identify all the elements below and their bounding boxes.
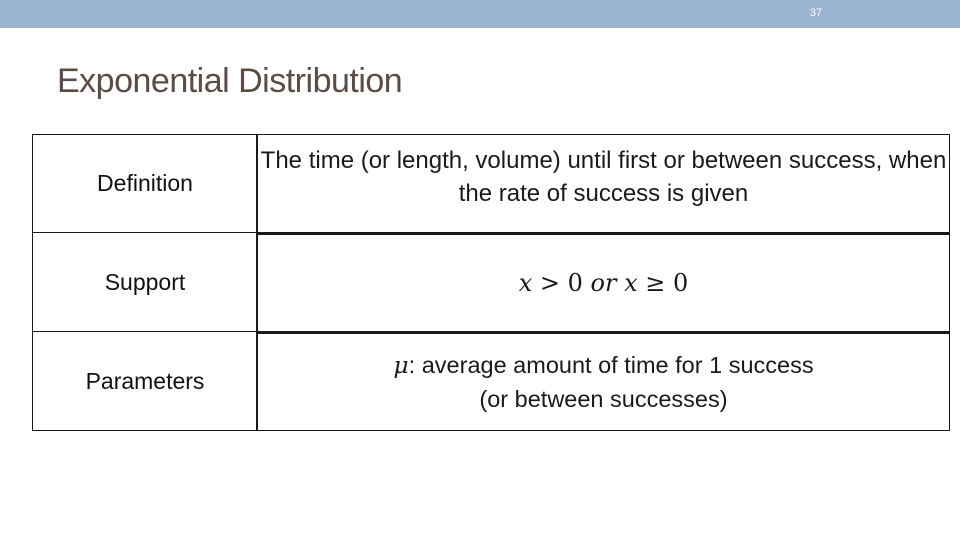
row-content-support bbox=[256, 233, 950, 332]
parameters-text bbox=[393, 348, 813, 416]
parameters-description: : average amount of time for 1 success bbox=[408, 352, 814, 378]
support-formula bbox=[519, 269, 689, 297]
parameters-line-2: (or between successes) bbox=[479, 386, 728, 412]
table-row-parameters bbox=[32, 332, 950, 431]
page-number: 37 bbox=[809, 7, 823, 19]
support-op-1: > 0 bbox=[532, 269, 591, 297]
slide-title: Exponential Distribution bbox=[57, 62, 403, 100]
parameters-line-1 bbox=[393, 348, 813, 382]
definition-text: The time (or length, volume) until first or between success, when the rate of success is given bbox=[260, 146, 947, 207]
support-word-or: or bbox=[590, 269, 617, 297]
row-label-support: Support bbox=[32, 233, 257, 332]
row-label-definition: Definition bbox=[32, 134, 257, 233]
table-row-support bbox=[32, 233, 950, 332]
row-content-parameters bbox=[256, 332, 950, 431]
row-content-definition bbox=[256, 134, 950, 233]
row-label-parameters: Parameters bbox=[32, 332, 257, 431]
definition-table bbox=[32, 134, 950, 432]
support-var-2: x bbox=[616, 269, 638, 297]
support-op-2: ≥ 0 bbox=[637, 269, 689, 297]
table-row-definition bbox=[32, 134, 950, 233]
support-var-1: x bbox=[518, 269, 533, 297]
mu-symbol: μ bbox=[393, 351, 409, 379]
header-bar bbox=[0, 0, 960, 28]
